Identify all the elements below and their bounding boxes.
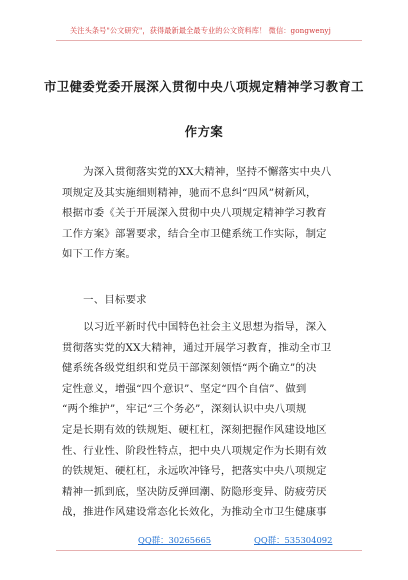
paragraph-line: 定是长期有效的铁规矩、硬杠杠，深刻把握作风建设地区	[62, 423, 327, 436]
section-heading-line: 一、目标要求	[62, 294, 147, 306]
section-heading-goals	[62, 290, 348, 311]
paragraph-goals	[62, 317, 348, 523]
paragraph-line: 项规定及其实施细则精神，驰而不息纠“四风”树新风，	[62, 186, 317, 199]
paragraph-line: 定性意义，增强“四个意识”、坚定“四个自信”、做到	[62, 382, 307, 395]
paragraph-line: 工作方案》部署要求，结合全市卫健系统工作实际，制定	[62, 227, 327, 240]
header-divider	[56, 40, 362, 41]
paragraph-line: 的铁规矩、硬杠杠，永远吹冲锋号，把落实中央八项规定	[62, 465, 327, 478]
header-note: 关注头条号"公文研究"，获得最新最全最专业的公文资料库！ 微信：gongwenyj	[70, 26, 331, 35]
paragraph-line: 健系统各级党组织和党员干部深刻领悟“两个确立”的决	[62, 362, 317, 375]
footer-divider	[56, 550, 362, 551]
paragraph-line: 性、行业性、阶段性特点，把中央八项规定作为长期有效	[62, 444, 327, 457]
paragraph-line: “两个维护”，牢记“三个务必”，深刻认识中央八项规	[62, 403, 307, 416]
paragraph-line: 根据市委《关于开展深入贯彻中央八项规定精神学习教育	[62, 207, 327, 220]
paragraph-line: 以习近平新时代中国特色社会主义思想为指导，深入	[62, 321, 327, 333]
paragraph-intro	[62, 162, 348, 265]
paragraph-line: 如下工作方案。	[62, 248, 137, 261]
paragraph-line: 精神一抓到底，坚决防反弹回潮、防隐形变异、防疲劳厌	[62, 485, 327, 498]
footer-qq-group-1[interactable]: QQ群：30265665	[138, 535, 212, 545]
document-title-line-2: 作方案	[184, 124, 224, 139]
document-title-line-1: 市卫健委党委开展深入贯彻中央八项规定精神学习教育工	[44, 79, 364, 94]
paragraph-line: 贯彻落实党的XX大精神，通过开展学习教育，推动全市卫	[62, 341, 332, 354]
paragraph-line: 战，推进作风建设常态化长效化，为推动全市卫生健康事	[62, 506, 327, 519]
footer-qq-group-2[interactable]: QQ群：535304092	[254, 535, 333, 545]
paragraph-line: 为深入贯彻落实党的XX大精神，坚持不懈落实中央八	[62, 166, 332, 178]
